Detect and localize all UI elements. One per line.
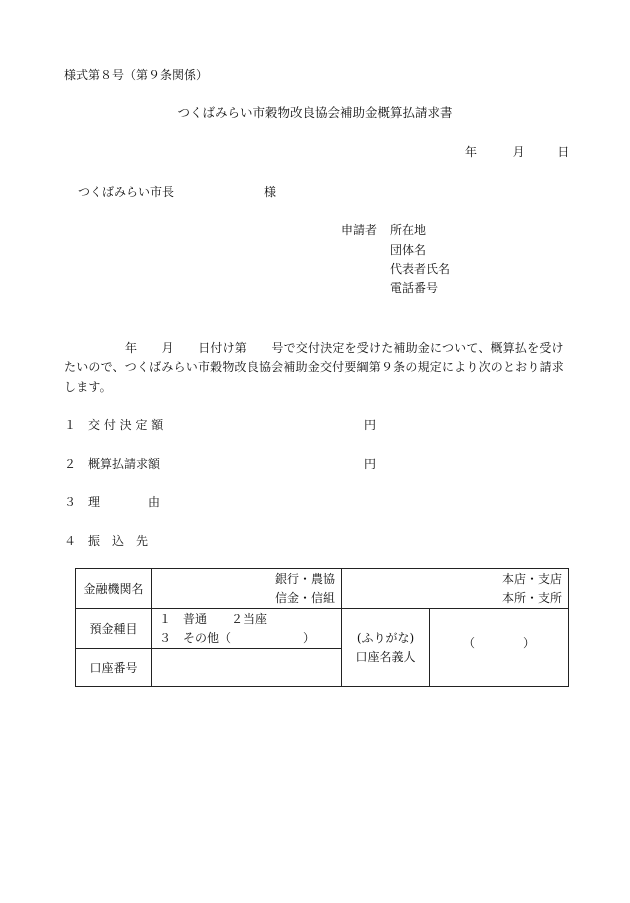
item-2-yen: 円 [364,457,377,471]
item-2-number: ２ [64,457,77,471]
date-line [465,145,569,159]
item-4-label: 振 込 先 [88,534,149,548]
furigana-paren: （ ） [463,636,536,650]
institution-type-cell[interactable] [152,569,342,609]
account-holder-value-cell[interactable] [430,609,569,687]
institution-name-label: 金融機関名 [76,569,152,609]
item-4-number: ４ [64,534,77,548]
account-number-value[interactable] [152,649,342,687]
institution-type-line2: 信金・信組 [274,590,335,605]
institution-type-line1: 銀行・農協 [274,571,335,586]
branch-type-cell[interactable] [342,569,569,609]
item-3-number: ３ [64,495,77,509]
body-text: 年 月 日付け第 号で交付決定を受けた補助金について、概算払を受けたいので、つくばみらい市穀物改良協会補助金交付要綱第９条の規定により次のとおり請求します。 [64,341,564,394]
deposit-type-options[interactable] [152,609,342,649]
furigana-label: (ふりがな) [356,630,415,645]
applicant-address-label: 所在地 [390,223,427,237]
deposit-option-2: ３ その他（ ） [159,630,316,645]
applicant-phone-label: 電話番号 [390,281,439,295]
bank-transfer-table [75,568,569,687]
date-day: 日 [557,145,570,159]
item-3-label: 理 由 [88,495,161,509]
applicant-org-label: 団体名 [390,243,427,257]
account-holder-label-cell [342,609,430,687]
item-1-yen: 円 [364,418,377,432]
account-holder-label: 口座名義人 [355,649,416,664]
addressee-name: つくばみらい市長 [78,185,175,199]
item-2-label: 概算払請求額 [88,457,161,471]
form-number: 様式第８号（第９条関係） [64,68,209,82]
date-year: 年 [465,145,478,159]
branch-type-line2: 本所・支所 [502,590,563,605]
account-number-label: 口座番号 [76,649,152,687]
date-month: 月 [512,145,525,159]
branch-type-line1: 本店・支店 [502,571,563,586]
applicant-label: 申請者 [341,223,378,237]
item-1-number: １ [64,418,77,432]
item-1-label: 交 付 決 定 額 [88,418,164,432]
applicant-representative-label: 代表者氏名 [390,262,451,276]
document-title: つくばみらい市穀物改良協会補助金概算払請求書 [177,105,453,120]
deposit-type-label: 預金種目 [76,609,152,649]
addressee-honorific: 様 [264,185,277,199]
deposit-option-1: １ 普通 ２当座 [159,611,268,626]
